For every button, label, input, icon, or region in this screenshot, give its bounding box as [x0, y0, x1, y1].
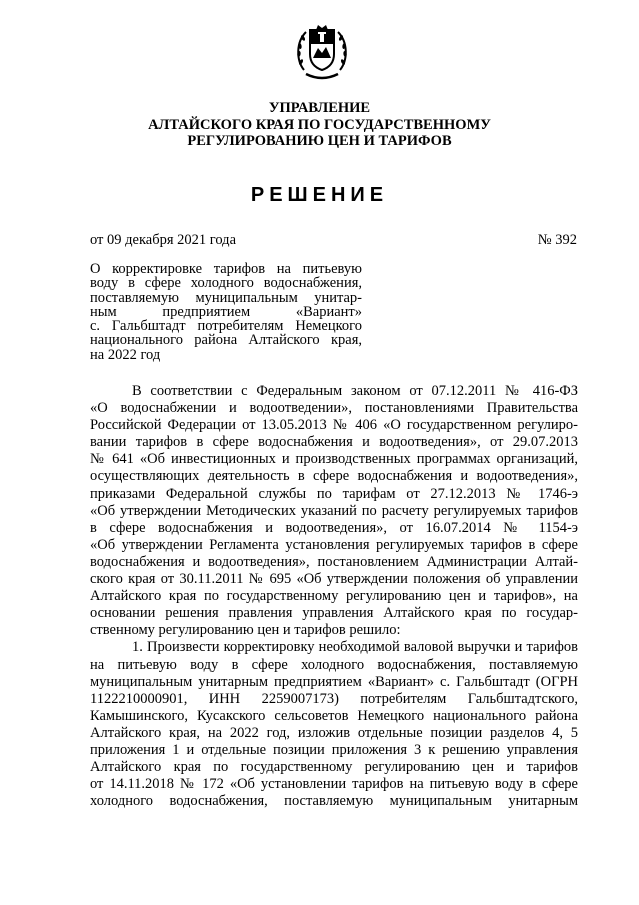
- subject-line: на 2022 год: [90, 346, 161, 363]
- body-line: Камышинского, Кусакского сельсоветов Немецкого национального района: [90, 707, 578, 724]
- body-line: № 641 «Об инвестиционных и производственных программах организаций,: [90, 451, 578, 468]
- subject-line: О корректировке тарифов на питьевую: [90, 261, 362, 277]
- body-line: приложения 1 и отдельные позиции приложения 3 к решению управления: [90, 741, 578, 758]
- body-line: муниципальным унитарным предприятием «Вариант» с. Гальбштадт (ОГРН: [90, 673, 578, 690]
- body-line: вании тарифов в сфере водоснабжения и водоотведения», от 29.07.2013: [90, 434, 578, 451]
- subject-line: поставляемую муниципальным унитар-: [90, 289, 362, 306]
- body-line: ского края от 30.11.2011 № 695 «Об утверждении положения об управлении: [90, 571, 578, 588]
- subject-line: национального района Алтайского края,: [90, 332, 362, 349]
- body-line: В соответствии с Федеральным законом от 07.12.2011 № 416-ФЗ: [132, 383, 578, 399]
- document-number: № 392: [537, 232, 577, 248]
- subject-line: ным предприятием «Вариант»: [90, 303, 362, 320]
- body-line: «Об утверждении Методических указаний по расчету регулируемых тарифов: [90, 502, 578, 519]
- document-body: [90, 383, 578, 810]
- org-line: АЛТАЙСКОГО КРАЯ ПО ГОСУДАРСТВЕННОМУ: [148, 116, 491, 133]
- body-line: Алтайского края по государственному регулированию цен и тарифов», на: [90, 588, 578, 605]
- body-line: Российской Федерации от 13.05.2013 № 406 «О государственном регулиро-: [90, 417, 578, 434]
- document-date: от 09 декабря 2021 года: [90, 232, 236, 248]
- body-line: «О водоснабжении и водоотведении», постановлениями Правительства: [90, 400, 578, 417]
- document-type-title: РЕШЕНИЕ: [250, 184, 389, 206]
- body-line: 1. Произвести корректировку необходимой валовой выручки и тарифов: [132, 639, 578, 656]
- body-line: основании решения правления управления Алтайского края по государ-: [90, 605, 578, 622]
- body-line: на питьевую воду в сфере холодного водоснабжения, поставляемую: [90, 656, 578, 673]
- body-line: ственному регулированию цен и тарифов решило:: [90, 622, 401, 639]
- body-line: 1122210000901, ИНН 2259007173) потребителям Гальбштадтского,: [90, 690, 578, 707]
- body-line: в сфере водоснабжения и водоотведения», от 16.07.2014 № 1154-э: [90, 519, 578, 536]
- org-line: РЕГУЛИРОВАНИЮ ЦЕН И ТАРИФОВ: [187, 133, 452, 149]
- body-line: водоснабжения и водоотведения», постановлением Администрации Алтай-: [90, 553, 578, 570]
- subject-line: воду в сфере холодного водоснабжения,: [90, 275, 362, 292]
- body-line: приказами Федеральной службы по тарифам от 27.12.2013 № 1746-э: [90, 485, 578, 502]
- subject-line: с. Гальбштадт потребителям Немецкого: [90, 318, 362, 335]
- issuing-authority: [0, 100, 639, 150]
- body-line: Алтайского края, на 2022 год, изложив отдельные позиции разделов 4, 5: [90, 724, 578, 741]
- body-line: «Об утверждении Регламента установления регулируемых тарифов в сфере: [90, 536, 578, 553]
- body-line: холодного водоснабжения, поставляемую муниципальным унитарным: [90, 793, 578, 810]
- body-line: осуществляющих деятельность в сфере водоснабжения и водоотведения»,: [90, 468, 578, 485]
- org-line: УПРАВЛЕНИЕ: [268, 100, 371, 116]
- altai-krai-coat-of-arms-icon: [294, 20, 350, 84]
- body-line: от 14.11.2018 № 172 «Об установлении тарифов на питьевую воду в сфере: [90, 776, 578, 793]
- body-line: Алтайского края по государственному регулированию цен и тарифов: [90, 759, 578, 776]
- document-subject: [90, 262, 362, 362]
